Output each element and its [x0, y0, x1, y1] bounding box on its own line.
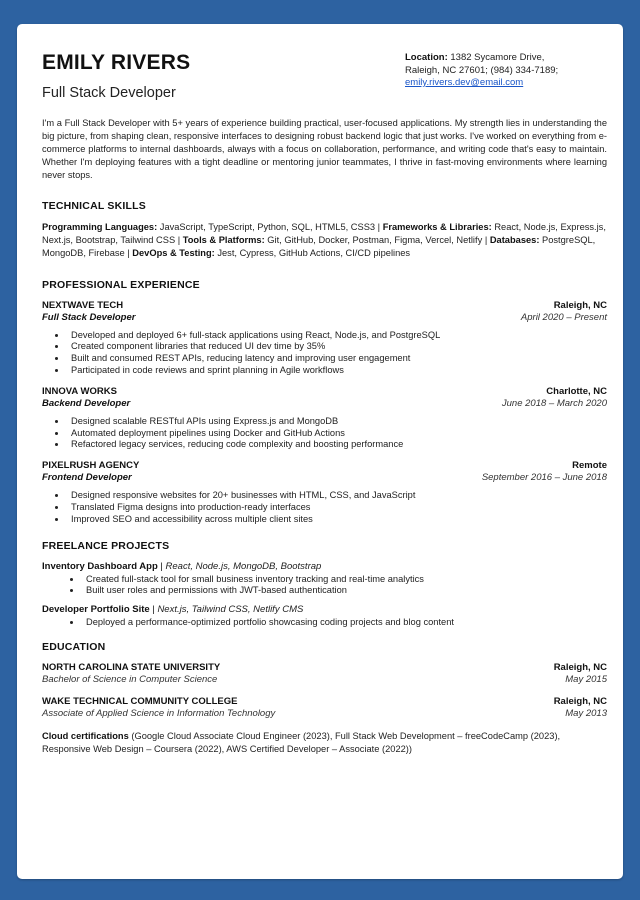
project-bullets — [42, 574, 607, 598]
job-bullet: • Designed responsive websites for 20+ businesses with HTML, CSS, and JavaScript — [67, 490, 607, 502]
project-bullet: • Created full-stack tool for small business inventory tracking and real-time analytics — [82, 574, 607, 586]
job-location: Raleigh, NC — [553, 299, 607, 311]
skill-group-items: React, Node.js, Express.js, Next.js, Bootstrap, Tailwind CSS — [42, 222, 606, 246]
job-header-row — [42, 300, 607, 312]
job-company: INNOVA WORKS — [42, 385, 117, 397]
skill-group-items: PostgreSQL, MongoDB, Firebase — [42, 235, 596, 259]
project-bullet: • Deployed a performance-optimized portfolio showcasing coding projects and blog content — [82, 617, 607, 629]
school-name: WAKE TECHNICAL COMMUNITY COLLEGE — [42, 695, 238, 707]
location-label: Location: — [405, 52, 448, 63]
school-name: NORTH CAROLINA STATE UNIVERSITY — [42, 661, 221, 673]
education-entry — [42, 696, 607, 720]
job-header-row — [42, 460, 607, 472]
job-header-row — [42, 386, 607, 398]
job-bullets — [42, 330, 607, 377]
graduation-date: May 2015 — [565, 673, 607, 685]
project-name: Developer Portfolio Site — [42, 604, 150, 616]
job-role: Full Stack Developer — [42, 311, 136, 323]
summary-paragraph: I'm a Full Stack Developer with 5+ years of experience building practical, user-focused applications. My strength lies in understanding the big picture, from shaping clean, responsive interfaces to designing robust backend logic that just works. I've worked on everything from e-commerce platforms to internal dashboards, always with a focus on collaboration, performance, and writing code that's easy to maintain. Whether I'm deploying features with a tight deadline or mentoring junior teammates, I thrive in fast-moving environments where learning never stops. — [42, 118, 607, 180]
job-company: PIXELRUSH AGENCY — [42, 460, 140, 472]
address-line2: Raleigh, NC 27601; (984) 334-7189; — [405, 64, 559, 76]
skills-separator: | — [375, 222, 383, 232]
experience-heading: PROFESSIONAL EXPERIENCE — [42, 278, 200, 291]
job-location: Charlotte, NC — [546, 385, 607, 397]
project-header: Developer Portfolio Site | Next.js, Tailwind CSS, Netlify CMS — [42, 604, 304, 616]
job-entry — [42, 300, 607, 377]
job-dates: June 2018 – March 2020 — [501, 397, 607, 409]
skill-group-label: Tools & Platforms: — [182, 235, 265, 246]
skill-group-items: Git, GitHub, Docker, Postman, Figma, Vercel, Netlify — [267, 235, 483, 246]
job-company: NEXTWAVE TECH — [42, 299, 124, 311]
job-bullets — [42, 490, 607, 525]
project-bullet: • Built user roles and permissions with JWT-based authentication — [82, 585, 607, 597]
project-entry — [42, 604, 607, 629]
school-location: Raleigh, NC — [553, 695, 607, 707]
certs-label: Cloud certifications — [42, 730, 129, 741]
resume-page — [17, 24, 623, 879]
graduation-date: May 2013 — [565, 707, 607, 719]
project-stack: React, Node.js, MongoDB, Bootstrap — [165, 560, 322, 572]
job-dates: April 2020 – Present — [520, 311, 607, 323]
job-role-row — [42, 398, 607, 410]
job-role-row — [42, 472, 607, 484]
education-heading: EDUCATION — [42, 640, 106, 653]
projects-heading: FREELANCE PROJECTS — [42, 539, 170, 552]
resume-header — [42, 48, 607, 108]
job-entry — [42, 386, 607, 451]
job-location: Remote — [572, 460, 607, 472]
skills-block — [42, 221, 607, 261]
school-location: Raleigh, NC — [553, 661, 607, 673]
job-bullet: • Translated Figma designs into production-ready interfaces — [67, 502, 607, 514]
degree-row — [42, 708, 607, 720]
projects-list — [42, 561, 607, 629]
experience-list — [42, 300, 607, 526]
skills-separator: | — [482, 235, 490, 246]
job-role: Backend Developer — [42, 397, 131, 409]
skills-separator: | — [175, 235, 183, 246]
job-bullet: • Refactored legacy services, reducing code complexity and boosting performance — [67, 439, 607, 451]
job-bullet: • Participated in code reviews and sprint planning in Agile workflows — [67, 365, 607, 377]
email-link[interactable]: emily.rivers.dev@email.com — [405, 77, 524, 88]
certs-text: (Google Cloud Associate Cloud Engineer (2023), Full Stack Web Development – freeCodeCamp (2023), Responsive Web Design – Coursera (2022), AWS Certified Developer – Associate (2022)) — [42, 730, 561, 755]
degree: Associate of Applied Science in Information Technology — [42, 707, 276, 719]
skill-group-label: Databases: — [489, 235, 540, 246]
skills-separator: | — [124, 248, 133, 259]
job-role: Frontend Developer — [42, 472, 132, 484]
project-header: Inventory Dashboard App | React, Node.js, MongoDB, Bootstrap — [42, 560, 322, 572]
job-role-row — [42, 312, 607, 324]
candidate-name: EMILY RIVERS — [42, 51, 191, 74]
candidate-title: Full Stack Developer — [42, 85, 176, 101]
skill-group-label: Programming Languages: — [42, 222, 158, 232]
resume-content — [42, 48, 607, 756]
certifications — [42, 730, 607, 756]
job-entry — [42, 460, 607, 525]
job-bullet: • Developed and deployed 6+ full-stack applications using React, Node.js, and PostgreSQL — [67, 330, 607, 342]
skill-group-items: Jest, Cypress, GitHub Actions, CI/CD pipelines — [217, 248, 411, 259]
job-bullet: • Built and consumed REST APIs, reducing latency and improving user engagement — [67, 353, 607, 365]
degree-row — [42, 674, 607, 686]
address-line1: 1382 Sycamore Drive, — [450, 52, 545, 63]
education-entry — [42, 662, 607, 686]
job-bullet: • Created component libraries that reduced UI dev time by 35% — [67, 341, 607, 353]
skill-group-items: JavaScript, TypeScript, Python, SQL, HTML5, CSS3 — [159, 222, 376, 232]
school-row — [42, 696, 607, 708]
project-entry — [42, 561, 607, 598]
job-bullet: • Automated deployment pipelines using Docker and GitHub Actions — [67, 428, 607, 440]
job-bullets — [42, 416, 607, 451]
education-list — [42, 662, 607, 720]
degree: Bachelor of Science in Computer Science — [42, 673, 218, 685]
contact-block — [405, 52, 605, 90]
project-name: Inventory Dashboard App — [42, 560, 158, 572]
skills-heading: TECHNICAL SKILLS — [42, 200, 146, 212]
project-stack: Next.js, Tailwind CSS, Netlify CMS — [157, 604, 304, 616]
school-row — [42, 662, 607, 674]
job-dates: September 2016 – June 2018 — [481, 472, 607, 484]
project-bullets — [42, 617, 607, 629]
job-bullet: • Improved SEO and accessibility across multiple client sites — [67, 514, 607, 526]
job-bullet: • Designed scalable RESTful APIs using Express.js and MongoDB — [67, 416, 607, 428]
skill-group-label: Frameworks & Libraries: — [382, 222, 492, 232]
skill-group-label: DevOps & Testing: — [132, 248, 215, 259]
